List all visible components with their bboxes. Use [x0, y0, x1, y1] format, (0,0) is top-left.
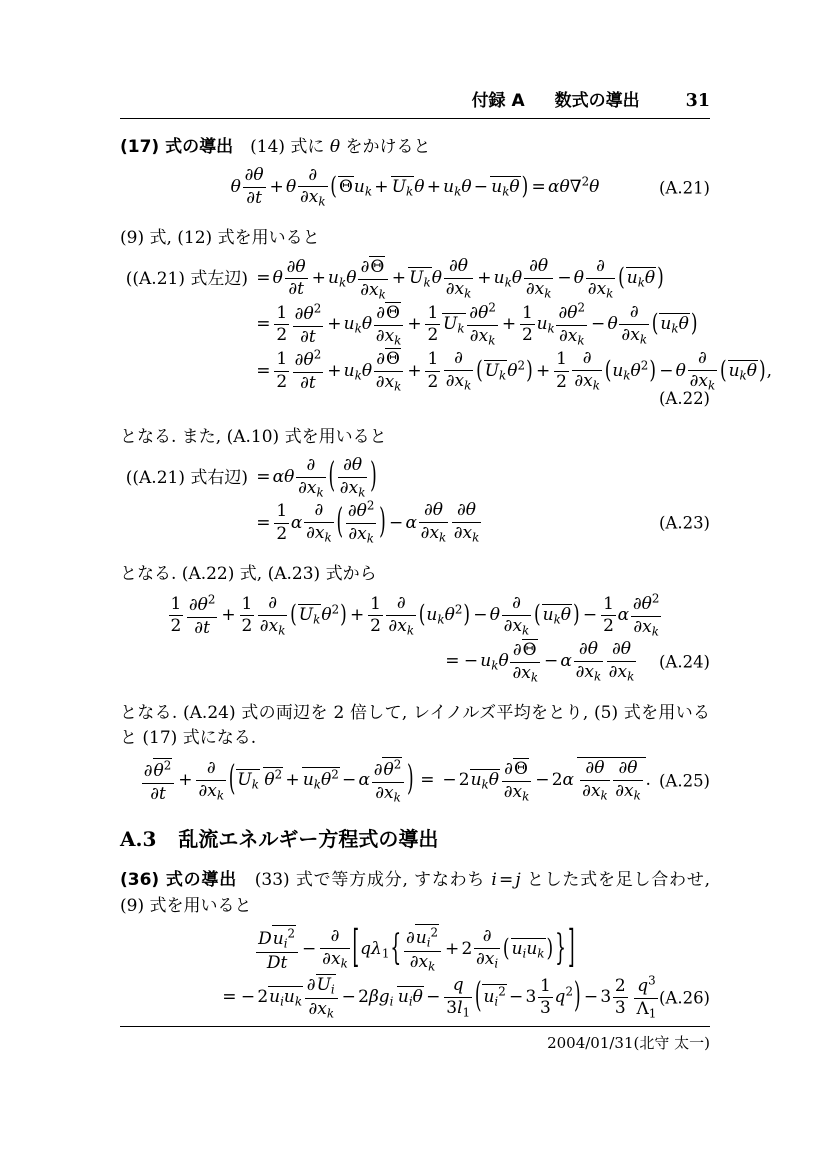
text-segment: となる. (A.22) 式, (A.23) 式から — [120, 564, 377, 585]
equation-block — [120, 593, 710, 685]
equation-number: (A.24) — [658, 652, 710, 672]
header-title: 数式の導出 — [554, 91, 640, 111]
equation-block — [120, 456, 710, 546]
equation-math: = − $u_k\theta$ $\frac{\partial\Theta}{\partial x_k}$ − α $\frac{\partial\theta}{\partial x_k}$ $\frac{\partial\theta}{\partial x_k}$ — [443, 639, 638, 685]
equation-block — [120, 757, 710, 805]
paragraph — [120, 868, 710, 919]
equation-row — [120, 593, 710, 639]
equation-math: = $\frac{1}{2}$ $\frac{\partial\theta^2}{\partial t}$ + $u_k\theta$ $\frac{\partial\Theta}{\partial x_k}$ + $\frac{1}{2}$ $U_k$ $\frac{\partial\theta^2}{\partial x_k}$ + $\frac{1}{2}$ $u_k$ $\frac{\partial\theta^2}{\partial x_k}$ − θ ∂ $\partial x_k$ ( $u_k\theta$ ) — [256, 300, 698, 348]
text-segment: A.3 — [120, 827, 157, 852]
equation-math: = θ $\frac{\partial\theta}{\partial t}$ + $u_k\theta$ $\frac{\partial\Theta}{\partial x_k}$ + $U_k\theta$ $\frac{\partial\theta}{\partial x_k}$ + $u_k\theta$ $\frac{\partial\theta}{\partial x_k}$ − θ ∂ $\partial x_k$ ( $u_k\theta$ ) — [256, 256, 664, 302]
equation-number: (A.26) — [658, 988, 710, 1008]
equation-row — [120, 388, 710, 409]
equation-math: = $\frac{1}{2}$ α ∂ $\partial x_k$ ( $\frac{\partial\theta^2}{\partial x_k}$ ) − α $\frac{\partial\theta}{\partial x_k}$ $\frac{\partial\theta}{\partial x_k}$ — [254, 500, 483, 546]
text-segment: をかけると — [340, 137, 431, 157]
paragraph — [120, 562, 710, 588]
paragraph — [120, 135, 710, 161]
equation-number: (A.22) — [658, 388, 710, 408]
equation-row — [120, 639, 710, 685]
paragraph — [120, 425, 710, 451]
text-segment: となる. (A.24) 式の両辺を 2 倍して, レイノルズ平均をとり, (5) 式を用いると (17) 式になる. — [120, 702, 710, 749]
text-segment: とした式を足し合わせ, (9) 式を用いると — [120, 870, 710, 916]
equation-block — [120, 256, 773, 409]
equation-row — [120, 500, 710, 546]
equation-math: θ $\frac{\partial\theta}{\partial t}$ + θ ∂ $\partial x_k$ ( $\Theta u_k + U_k\theta + u_k\theta - u_k\theta$ ) = αθ∇$^2$θ — [230, 164, 600, 209]
header-appendix-label: 付録 A — [471, 91, 525, 111]
equation-row — [120, 456, 710, 500]
equation-row — [120, 921, 710, 974]
page-header — [120, 86, 710, 119]
text-segment: (36) 式の導出 — [120, 870, 237, 891]
page-number: 31 — [685, 91, 710, 111]
equation-number: (A.21) — [658, 177, 710, 197]
equation-math: = αθ ∂ $\partial x_k$ ( $\frac{\partial\theta}{\partial x_k}$ ) — [256, 454, 377, 500]
equation-math: $\frac{1}{2}$ $\frac{\partial\theta^2}{\partial t}$ + $\frac{1}{2}$ ∂ $\partial x_k$ ( $U_k\theta^2$) + $\frac{1}{2}$ ∂ $\partial x_k$ $(u_k\theta^2) - \theta$ ∂ $\partial x_k$ ( $u_k\theta$ ) − $\frac{1}{2}$ α $\frac{\partial\theta^2}{\partial x_k}$ — [167, 593, 663, 639]
equation-block — [120, 166, 710, 210]
equation-number: (A.23) — [658, 513, 710, 533]
equation-row — [120, 974, 710, 1022]
text-segment: 乱流エネルギー方程式の導出 — [178, 827, 439, 852]
text-segment: (17) 式の導出 — [120, 137, 234, 157]
equation-math: = − $2u_iu_k$ $\frac{\partial U_i}{\partial x_k}$ − $2\beta g_i$ $u_i\theta$ − $\frac{q}{3l_1}$ ( $u_i^2 - 3$ $\frac{1}{3}$ $q^2) - 3$ $\frac{2}{3}$ $\frac{q^3}{\Lambda_1}$ — [220, 974, 660, 1022]
page-footer — [120, 1026, 710, 1053]
text-segment: θ — [329, 137, 341, 157]
equation-math: $Du_i^2$ Dt − ∂ $\partial x_k$ [$q\lambda_1${ $\frac{\partial u_i^2}{\partial x_k}$ + 2 ∂ $\partial x_i$ ( $u_iu_k$ ) } ] — [254, 924, 575, 974]
text-segment: i = j — [491, 870, 521, 891]
text-segment: (9) 式, (12) 式を用いると — [120, 227, 320, 248]
equation-block — [120, 921, 710, 1022]
equation-math: = $\frac{1}{2}$ $\frac{\partial\theta^2}{\partial t}$ + $u_k\theta$ $\frac{\partial\Theta}{\partial x_k}$ + $\frac{1}{2}$ ∂ $\partial x_k$ ( $U_k\theta^2$) + $\frac{1}{2}$ ∂ $\partial x_k$ $(u_k\theta^2) - \theta$ ∂ $\partial x_k$ ( $u_k\theta$ ), — [256, 347, 773, 394]
paragraph — [120, 701, 710, 752]
section-heading — [120, 823, 710, 852]
equation-row — [120, 757, 710, 805]
content-area — [120, 135, 773, 1022]
equation-row — [120, 302, 710, 348]
text-segment: (33) 式で等方成分, すなわち — [236, 870, 492, 891]
text-segment: となる. また, (A.10) 式を用いると — [120, 427, 387, 448]
equation-row — [120, 166, 710, 210]
equation-label: ((A.21) 式右辺) — [125, 467, 248, 488]
equation-number: (A.25) — [658, 771, 710, 791]
equation-label: ((A.21) 式左辺) — [125, 268, 248, 289]
footer-date-author: 2004/01/31(北守 太一) — [547, 1034, 710, 1052]
paragraph — [120, 226, 710, 252]
text-segment: (14) 式に — [233, 137, 330, 157]
equation-row — [120, 256, 710, 302]
equation-math: $\frac{\partial\theta^2}{\partial t}$ + ∂ $\partial x_k$ ( $U_k$ $\theta^2 + u_k\theta^2 - \alpha$ $\frac{\partial\theta^2}{\partial x_k}$ ) = − $2u_k\theta$ $\frac{\partial\Theta}{\partial x_k}$ − 2α $\frac{\partial\theta}{\partial x_k}$ $\frac{\partial\theta}{\partial x_k}$ . — [140, 757, 653, 805]
